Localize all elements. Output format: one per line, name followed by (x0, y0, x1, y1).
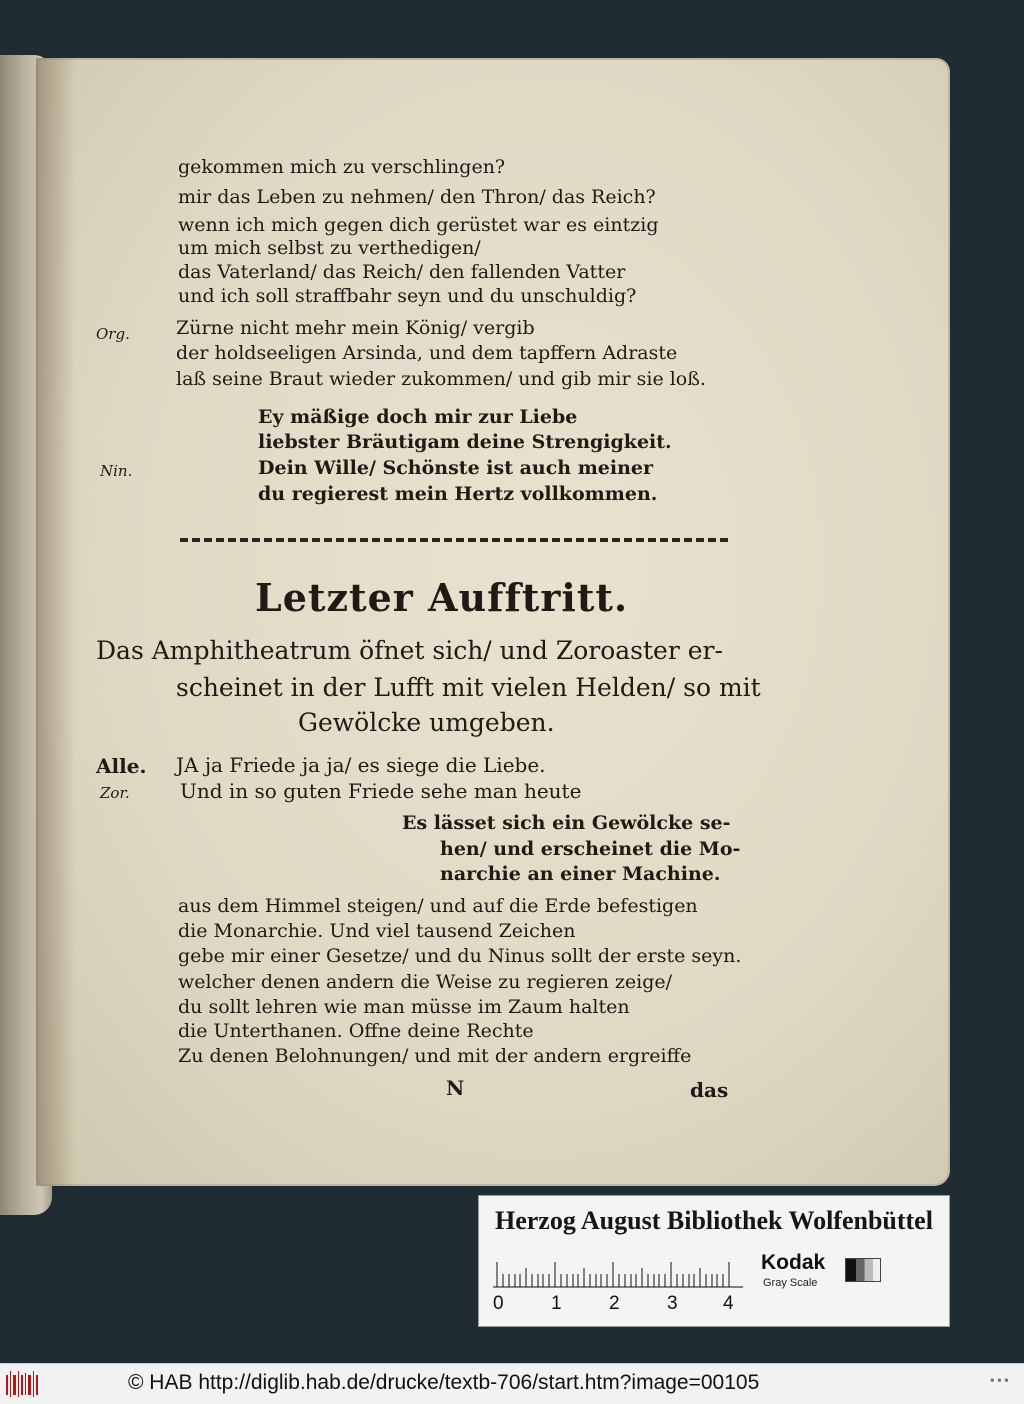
gray-scale-swatch (845, 1258, 881, 1282)
stage-direction-line: scheinet in der Lufft mit vielen Helden/ so mit (176, 673, 761, 702)
text-line: und ich soll straffbahr seyn und du unschuldig? (178, 285, 637, 307)
library-name: Herzog August Bibliothek Wolfenbüttel (495, 1206, 933, 1235)
text-line: Dein Wille/ Schönste ist auch meiner (258, 457, 654, 479)
speaker-label: Nin. (100, 462, 133, 480)
text-line: laß seine Braut wieder zukommen/ und gib mir sie loß. (176, 368, 706, 390)
text-line: der holdseeligen Arsinda, und dem tapffern Adraste (176, 342, 678, 364)
text-line: gebe mir einer Gesetze/ und du Ninus sollt der erste seyn. (178, 945, 742, 967)
scale-number: 4 (723, 1293, 734, 1314)
text-line: Zürne nicht mehr mein König/ vergib (176, 317, 535, 339)
speaker-label: Alle. (96, 754, 147, 778)
text-line: um mich selbst zu verthedigen/ (178, 237, 481, 259)
scale-number: 3 (667, 1293, 678, 1314)
text-line: wenn ich mich gegen dich gerüstet war es eintzig (178, 214, 659, 236)
stage-note-line: hen/ und erscheinet die Mo- (440, 838, 741, 860)
catchword: das (690, 1078, 729, 1102)
barcode-icon[interactable] (6, 1371, 40, 1397)
stage-note-line: Es lässet sich ein Gewölcke se- (402, 812, 731, 834)
gray-scale-label: Gray Scale (763, 1277, 818, 1289)
ruler-scale (493, 1262, 743, 1288)
scale-number: 2 (609, 1293, 620, 1314)
kodak-logo: Kodak (761, 1251, 826, 1274)
text-line: Und in so guten Friede sehe man heute (180, 779, 582, 803)
text-line: die Unterthanen. Offne deine Rechte (178, 1020, 534, 1042)
stage-direction-line: Gewölcke umgeben. (298, 708, 555, 737)
text-line: welcher denen andern die Weise zu regieren zeige/ (178, 971, 673, 993)
text-line: JA ja Friede ja ja/ es siege die Liebe. (176, 753, 546, 777)
text-line: Zu denen Belohnungen/ und mit der andern ergreiffe (178, 1045, 692, 1067)
stage-note-line: narchie an einer Machine. (440, 863, 721, 885)
text-line: du sollt lehren wie man müsse im Zaum halten (178, 996, 630, 1018)
scene-heading: Letzter Aufftritt. (255, 575, 629, 620)
source-url[interactable]: © HAB http://diglib.hab.de/drucke/textb-706/start.htm?image=00105 (128, 1371, 760, 1394)
section-divider (180, 538, 728, 542)
text-line: aus dem Himmel steigen/ und auf die Erde befestigen (178, 895, 698, 917)
speaker-label: Zor. (100, 784, 130, 802)
text-line: mir das Leben zu nehmen/ den Thron/ das Reich? (178, 186, 656, 208)
scale-number: 1 (551, 1293, 562, 1314)
text-line: Ey mäßige doch mir zur Liebe (258, 406, 578, 428)
binding-shadow (36, 58, 76, 1186)
signature-mark: N (446, 1076, 465, 1100)
text-line: du regierest mein Hertz vollkommen. (258, 483, 658, 505)
menu-icon[interactable]: ••• (988, 1374, 1010, 1388)
scale-number: 0 (493, 1293, 504, 1314)
text-line: liebster Bräutigam deine Strengigkeit. (258, 431, 672, 453)
text-line: das Vaterland/ das Reich/ den fallenden Vatter (178, 261, 626, 283)
speaker-label: Org. (96, 325, 130, 343)
footer-bar (0, 1363, 1024, 1404)
text-line: die Monarchie. Und viel tausend Zeichen (178, 920, 576, 942)
library-scale-plate (478, 1195, 950, 1327)
text-line: gekommen mich zu verschlingen? (178, 156, 506, 178)
stage-direction-line: Das Amphitheatrum öfnet sich/ und Zoroaster er- (96, 636, 723, 665)
